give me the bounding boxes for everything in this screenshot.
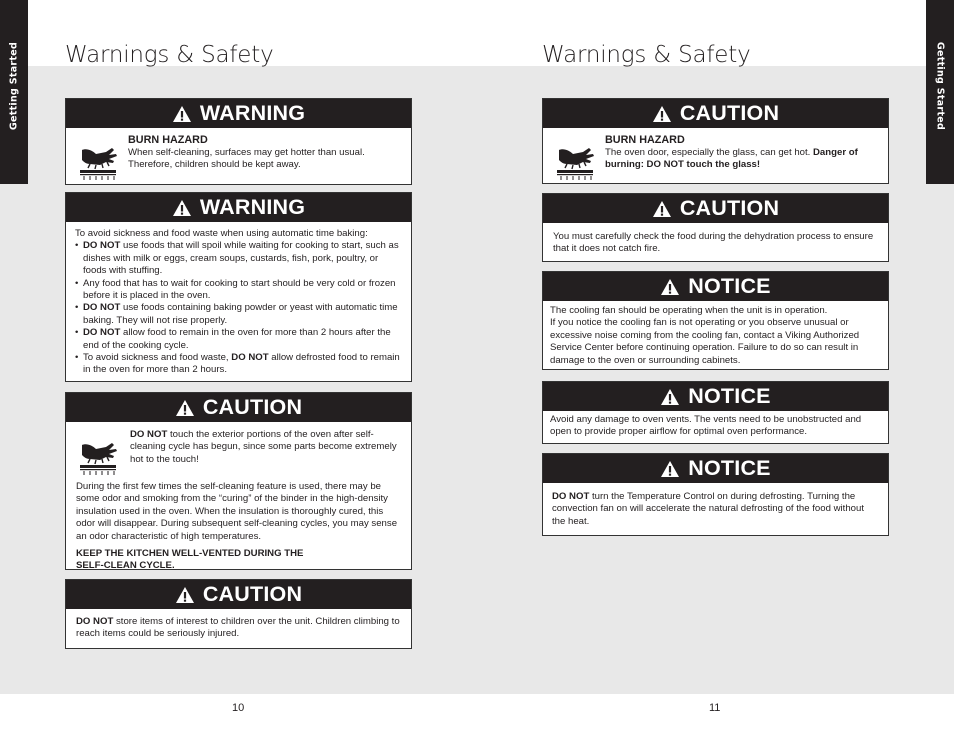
box-intro: To avoid sickness and food waste when using automatic time baking: <box>75 228 368 239</box>
box-heading: CAUTION <box>202 395 303 419</box>
page-title-left: Warnings & Safety <box>65 42 274 68</box>
box-header <box>543 454 888 483</box>
box-header <box>543 194 888 223</box>
warning-box-burn-hazard <box>65 98 412 185</box>
box-header <box>66 580 411 609</box>
box-header <box>66 99 411 128</box>
caution-box-dehydration <box>542 193 889 262</box>
list-item: • DO NOT use foods containing baking powder or yeast with automatic time baking. They will not rise properly. <box>75 302 403 327</box>
hot-surface-hand-icon <box>553 140 597 180</box>
list-item: • Any food that has to wait for cooking to start should be very cold or frozen before it is placed in the oven. <box>75 278 403 303</box>
bullet-list <box>75 240 403 376</box>
box-text: You must carefully check the food during the dehydration process to ensure that it does not catch fire. <box>553 231 874 255</box>
warning-triangle-icon <box>175 586 195 604</box>
burn-hazard-text: When self-cleaning, surfaces may get hotter than usual. Therefore, children should be kept away. <box>128 147 365 171</box>
hot-surface-hand-icon <box>76 435 120 475</box>
notice-box-oven-vents <box>542 381 889 444</box>
warning-triangle-icon <box>175 399 195 417</box>
notice-box-defrosting <box>542 453 889 536</box>
caution-box-children <box>65 579 412 649</box>
warning-triangle-icon <box>172 105 192 123</box>
warning-triangle-icon <box>660 278 680 296</box>
box-header <box>66 393 411 422</box>
curing-paragraph: During the first few times the self-cleaning feature is used, there may be some odor and smoking from the “curing” of the binder in the high-density insulation used in the oven. When the insulation is thoroughly cured, this odor will disappear. During subsequent self-cleaning cycles, you may sense an odor characteristic of high temperatures. <box>76 481 398 542</box>
caution-box-oven-door <box>542 98 889 184</box>
box-heading: WARNING <box>199 195 306 219</box>
box-heading: CAUTION <box>679 101 780 125</box>
box-heading: NOTICE <box>688 384 771 408</box>
side-tab-right <box>926 0 954 184</box>
hot-surface-hand-icon <box>76 140 120 180</box>
box-text: The cooling fan should be operating when the unit is in operation. If you notice the cooling fan is not operating or you observe unusual or excessive noise coming from the cooling fan, contact a Viking Authorized Service Center before continuing operation. Failure to do so can result in damage to the oven or surrounding cabinets. <box>550 305 860 366</box>
warning-box-time-baking <box>65 192 412 382</box>
box-text: Avoid any damage to oven vents. The vents need to be unobstructed and open to provide proper airflow for optimal oven performance. <box>550 414 862 438</box>
box-header <box>66 193 411 222</box>
box-header <box>543 382 888 411</box>
side-tab-label: Getting Started <box>934 41 946 131</box>
page-title-right: Warnings & Safety <box>542 42 751 68</box>
box-text: DO NOT turn the Temperature Control on during defrosting. Turning the convection fan on will accelerate the natural defrosting of the food without the heat. <box>552 491 864 527</box>
box-header <box>543 99 888 128</box>
list-item: • DO NOT allow food to remain in the oven for more than 2 hours after the end of the cooking cycle. <box>75 327 403 352</box>
side-tab-left <box>0 0 28 184</box>
burn-hazard-title: BURN HAZARD <box>605 134 685 146</box>
warning-triangle-icon <box>652 105 672 123</box>
burn-hazard-text: The oven door, especially the glass, can get hot. Danger of burning: DO NOT touch the glass! <box>605 147 858 171</box>
page-number-right: 11 <box>709 702 721 714</box>
caution-box-self-clean <box>65 392 412 570</box>
burn-hazard-title: BURN HAZARD <box>128 134 208 146</box>
box-heading: NOTICE <box>688 456 771 480</box>
notice-box-cooling-fan <box>542 271 889 370</box>
page-number-left: 10 <box>232 702 245 714</box>
warning-triangle-icon <box>172 199 192 217</box>
ventilation-notice: KEEP THE KITCHEN WELL-VENTED DURING THE SELF-CLEAN CYCLE. <box>76 548 304 572</box>
box-heading: CAUTION <box>679 196 780 220</box>
warning-triangle-icon <box>660 460 680 478</box>
warning-triangle-icon <box>660 388 680 406</box>
box-heading: WARNING <box>199 101 306 125</box>
warning-triangle-icon <box>652 200 672 218</box>
box-text: DO NOT store items of interest to children over the unit. Children climbing to reach items could be seriously injured. <box>76 616 400 640</box>
box-heading: CAUTION <box>202 582 303 606</box>
list-item: • To avoid sickness and food waste, DO NOT allow defrosted food to remain in the oven for more than 2 hours. <box>75 352 403 377</box>
burn-hazard-row <box>66 128 411 180</box>
box-heading: NOTICE <box>688 274 771 298</box>
caution-lead-text: DO NOT touch the exterior portions of the oven after self-cleaning cycle has begun, since some parts become extremely hot to the touch! <box>130 429 397 465</box>
list-item: • DO NOT use foods that will spoil while waiting for cooking to start, such as dishes with milk or eggs, cream soups, custards, fish, pork, poultry, or foods with stuffing. <box>75 240 403 277</box>
side-tab-label: Getting Started <box>8 41 20 131</box>
box-header <box>543 272 888 301</box>
